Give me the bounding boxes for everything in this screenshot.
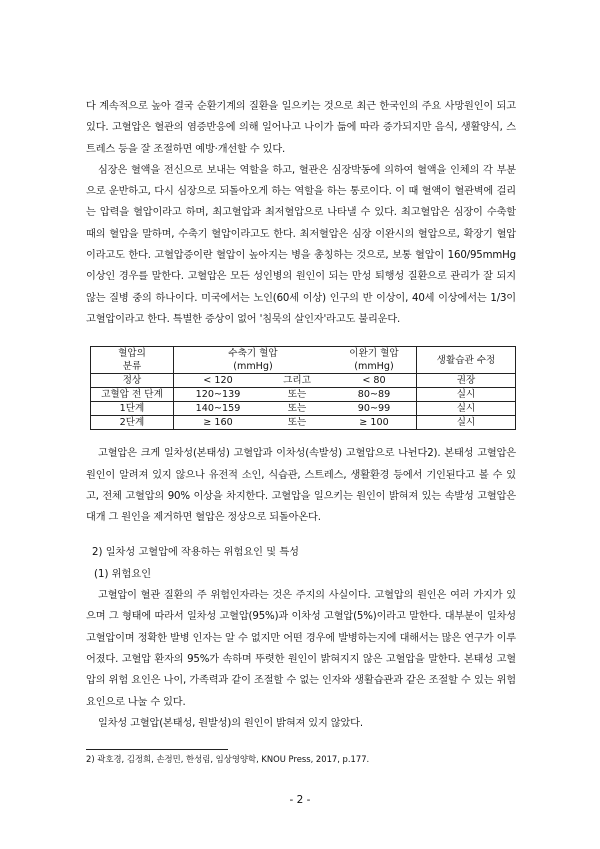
cell-diastolic: 90~99 [332,402,417,416]
header-lifestyle: 생활습관 수정 [417,347,516,374]
paragraph: 고혈압이 혈관 질환의 주 위험인자라는 것은 주지의 사실이다. 고혈압의 원인은 여러 가지가 있으며 그 형태에 따라서 일차성 고혈압(95%)과 이차성 고혈압(5%)이라고 말한다. 대부분이 일차성 고혈압이며 정확한 발병 인자는 알 수 없지만 어떤 경우에 발병하는지에 대해서는 많은 연구가 이루어졌다. 고혈압 환자의 95%가 속하며 뚜렷한 원인이 밝혀지지 않은 고혈압을 말한다. 본태성 고혈압의 위험 요인은 나이, 가족력과 같이 조절할 수 없는 인자와 생활습관과 같은 조절할 수 있는 위험요인으로 나눌 수 있다. [86,590,516,708]
cell-category: 고혈압 전 단계 [91,388,174,402]
cell-conj: 또는 [262,416,332,430]
footnote: 2) 곽호경, 김정희, 손정민, 한성림, 임상영양학, KNOU Press, 2017, p.177. [86,754,370,764]
section-heading: 2) 일차성 고혈압에 작용하는 위험요인 및 특성 [92,547,300,559]
table-row [91,402,516,416]
header-systolic: 수축기 혈압 (mmHg) [174,347,333,374]
footnote-divider [86,749,228,750]
document-body [86,96,516,734]
table-row [91,388,516,402]
table-header-row [91,347,516,374]
cell-lifestyle: 실시 [417,416,516,430]
cell-systolic: < 120 [174,374,263,388]
header-category: 혈압의 분류 [91,347,174,374]
cell-systolic: 140~159 [174,402,263,416]
table-row [91,416,516,430]
page-number: - 2 - [289,794,311,806]
cell-conj: 그리고 [262,374,332,388]
paragraph: 고혈압은 크게 일차성(본태성) 고혈압과 이차성(속발성) 고혈압으로 나뉜다2). 본태성 고혈압은 원인이 알려져 있지 않으나 유전적 소인, 식습관, 스트레스, 생활환경 등에서 기인된다고 볼 수 있고, 전체 고혈압의 90% 이상을 차지한다. 고혈압을 일으키는 원인이 밝혀져 있는 속발성 고혈압은 대개 그 원인을 제거하면 혈압은 정상으로 되돌아온다. [86,448,516,524]
cell-conj: 또는 [262,402,332,416]
paragraph: 일차성 고혈압(본태성, 원발성)의 원인이 밝혀져 있지 않았다. [98,717,363,729]
cell-lifestyle: 실시 [417,402,516,416]
cell-lifestyle: 권장 [417,374,516,388]
header-diastolic: 이완기 혈압 (mmHg) [332,347,417,374]
paragraph: 심장은 혈액을 전신으로 보내는 역할을 하고, 혈관은 심장박동에 의하여 혈액을 인체의 각 부분으로 운반하고, 다시 심장으로 되돌아오게 하는 역할을 하는 통로이다. 이 때 혈액이 혈관벽에 걸리는 압력을 혈압이라고 하며, 최고혈압과 최저혈압으로 나타낼 수 있다. 최고혈압은 심장이 수축할 때의 혈압을 말하며, 수축기 혈압이라고도 한다. 최저혈압은 심장 이완시의 혈압으로, 확장기 혈압이라고도 한다. 고혈압증이란 혈압이 높아지는 병을 총칭하는 것으로, 보통 혈압이 160/95mmHg 이상인 경우를 말한다. 고혈압은 모든 성인병의 원인이 되는 만성 퇴행성 질환으로 관리가 잘 되지 않는 질병 중의 하나이다. 미국에서는 노인(60세 이상) 인구의 반 이상이, 40세 이상에서는 1/3이 고혈압이라고 한다. 특별한 증상이 없어 '침묵의 살인자'라고도 불리운다. [86,164,516,325]
cell-systolic: ≥ 160 [174,416,263,430]
cell-category: 정상 [91,374,174,388]
cell-conj: 또는 [262,388,332,402]
cell-diastolic: ≥ 100 [332,416,417,430]
table-row [91,374,516,388]
cell-lifestyle: 실시 [417,388,516,402]
blood-pressure-table [90,346,516,430]
cell-diastolic: < 80 [332,374,417,388]
cell-systolic: 120~139 [174,388,263,402]
cell-diastolic: 80~89 [332,388,417,402]
cell-category: 2단계 [91,416,174,430]
paragraph: 다 계속적으로 높아 결국 순환기계의 질환을 일으키는 것으로 최근 한국인의 주요 사망원인이 되고 있다. 고혈압은 혈관의 염증반응에 의해 일어나고 나이가 듦에 따라 증가되지만 음식, 생활양식, 스트레스 등을 잘 조절하면 예방·개선할 수 있다. [86,101,516,155]
cell-category: 1단계 [91,402,174,416]
subsection-heading: (1) 위험요인 [94,568,152,580]
